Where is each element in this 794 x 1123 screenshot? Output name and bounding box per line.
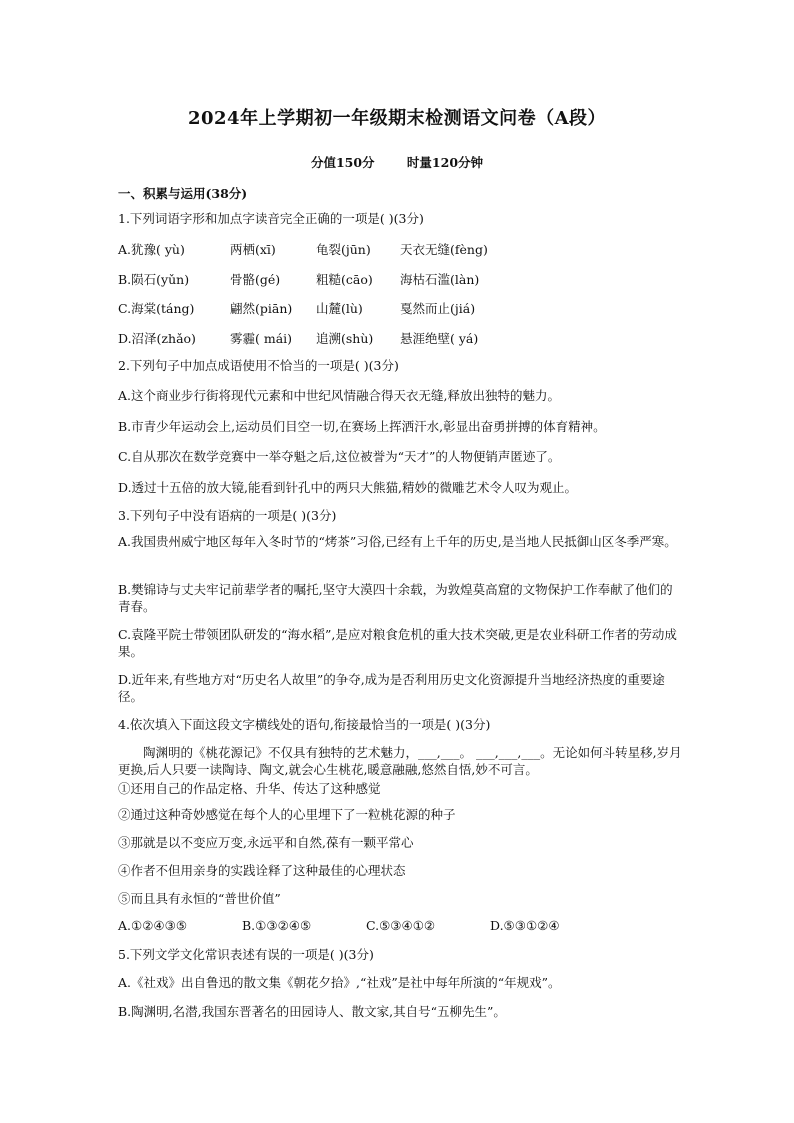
question-4-sentence-4: ④作者不但用亲身的实践诠释了这种最佳的心理状态: [118, 863, 406, 878]
time-label: 时量120分钟: [406, 155, 484, 170]
question-4-sentence-2: ②通过这种奇妙感觉在每个人的心里埋下了一粒桃花源的种子: [118, 807, 456, 822]
question-3-option-a: A.我国贵州威宁地区每年入冬时节的“烤茶”习俗,已经有上千年的历史,是当地人民抵御山区冬季严寒。: [118, 534, 677, 549]
option-word: C.海棠(táng): [118, 301, 195, 316]
option-a: A.①②④③⑤: [118, 918, 188, 933]
option-word: 悬涯绝壁( yá): [400, 331, 479, 346]
option-word: 两栖(xī): [230, 242, 276, 257]
question-4-sentence-3: ③那就是以不变应万变,永远平和自然,葆有一颗平常心: [118, 835, 414, 850]
question-1-stem: 1.下列词语字形和加点字读音完全正确的一项是( )(3分): [118, 211, 424, 226]
question-4-passage: 陶渊明的《桃花源记》不仅具有独特的艺术魅力，___,___。 ___,___,___。无论如何斗转星移,岁月更换,后人只要一读陶诗、陶文,就会心生桃花,暖意融融,悠然自悟,妙不可言。: [118, 745, 682, 777]
question-2-stem: 2.下列句子中加点成语使用不恰当的一项是( )(3分): [118, 358, 399, 373]
question-2-option-c: C.自从那次在数学竞赛中一举夺魁之后,这位被誉为“天才”的人物便销声匿迹了。: [118, 449, 561, 464]
question-2-option-b: B.市青少年运动会上,运动员们目空一切,在赛场上挥洒汗水,彰显出奋勇拼搏的体育精神。: [118, 419, 606, 434]
option-d: D.⑤③①②④: [490, 918, 560, 933]
option-word: 追溯(shù): [316, 331, 374, 346]
option-c: C.⑤③④①②: [366, 918, 436, 933]
option-word: D.沼泽(zhǎo): [118, 331, 196, 346]
question-1-option-b: [118, 270, 479, 288]
question-3-stem: 3.下列句子中没有语病的一项是( )(3分): [118, 508, 337, 523]
question-5-option-b: B.陶渊明,名潜,我国东晋著名的田园诗人、散文家,其自号“五柳先生”。: [118, 1004, 506, 1019]
question-2-option-d: D.透过十五倍的放大镜,能看到针孔中的两只大熊猫,精妙的微雕艺术令人叹为观止。: [118, 480, 577, 495]
question-3-option-d: D.近年来,有些地方对“历史名人故里”的争夺,成为是否利用历史文化资源提升当地经济热度的重要途径。: [118, 672, 665, 704]
option-word: A.犹豫( yù): [118, 242, 185, 257]
question-4-stem: 4.依次填入下面这段文字横线处的语句,衔接最恰当的一项是( )(3分): [118, 717, 491, 732]
question-3-option-b: B.樊锦诗与丈夫牢记前辈学者的嘱托,坚守大漠四十余载，为敦煌莫高窟的文物保护工作奉献了他们的青春。: [118, 582, 673, 614]
option-word: B.陨石(yǔn): [118, 272, 190, 287]
question-1-option-c: [118, 299, 475, 317]
question-1-option-a: [118, 240, 488, 258]
question-5-option-a: A.《社戏》出自鲁迅的散文集《朝花夕拾》,“社戏”是社中每年所演的“年规戏”。: [118, 975, 561, 990]
question-5-stem: 5.下列文学文化常识表述有误的一项是( )(3分): [118, 947, 374, 962]
exam-meta: [0, 153, 794, 171]
question-4-options: [118, 918, 614, 933]
section-heading: 一、积累与运用(38分): [118, 186, 248, 201]
question-2-option-a: A.这个商业步行街将现代元素和中世纪风情融合得天衣无缝,释放出独特的魅力。: [118, 388, 560, 403]
score-label: 分值150分: [310, 155, 375, 170]
option-word: 雾霾( mái): [230, 331, 293, 346]
option-word: 天衣无缝(fèng): [400, 242, 488, 257]
option-word: 翩然(piān): [230, 301, 293, 316]
question-3-option-c: C.袁隆平院士带领团队研发的“海水稻”,是应对粮食危机的重大技术突破,更是农业科研工作者的劳动成果。: [118, 627, 677, 659]
option-word: 龟裂(jūn): [316, 242, 371, 257]
question-1-option-d: [118, 329, 478, 347]
option-word: 海枯石滥(làn): [400, 272, 480, 287]
question-4-sentence-1: ①还用自己的作品定格、升华、传达了这种感觉: [118, 781, 381, 796]
option-word: 骨骼(gé): [230, 272, 281, 287]
option-b: B.①③②④⑤: [242, 918, 312, 933]
page-title: 2024年上学期初一年级期末检测语文问卷（A段）: [187, 108, 607, 129]
option-word: 山麓(lù): [316, 301, 363, 316]
option-word: 戛然而止(jiá): [400, 301, 476, 316]
option-word: 粗糙(cāo): [316, 272, 373, 287]
question-4-sentence-5: ⑤而且具有永恒的“普世价值”: [118, 891, 281, 906]
